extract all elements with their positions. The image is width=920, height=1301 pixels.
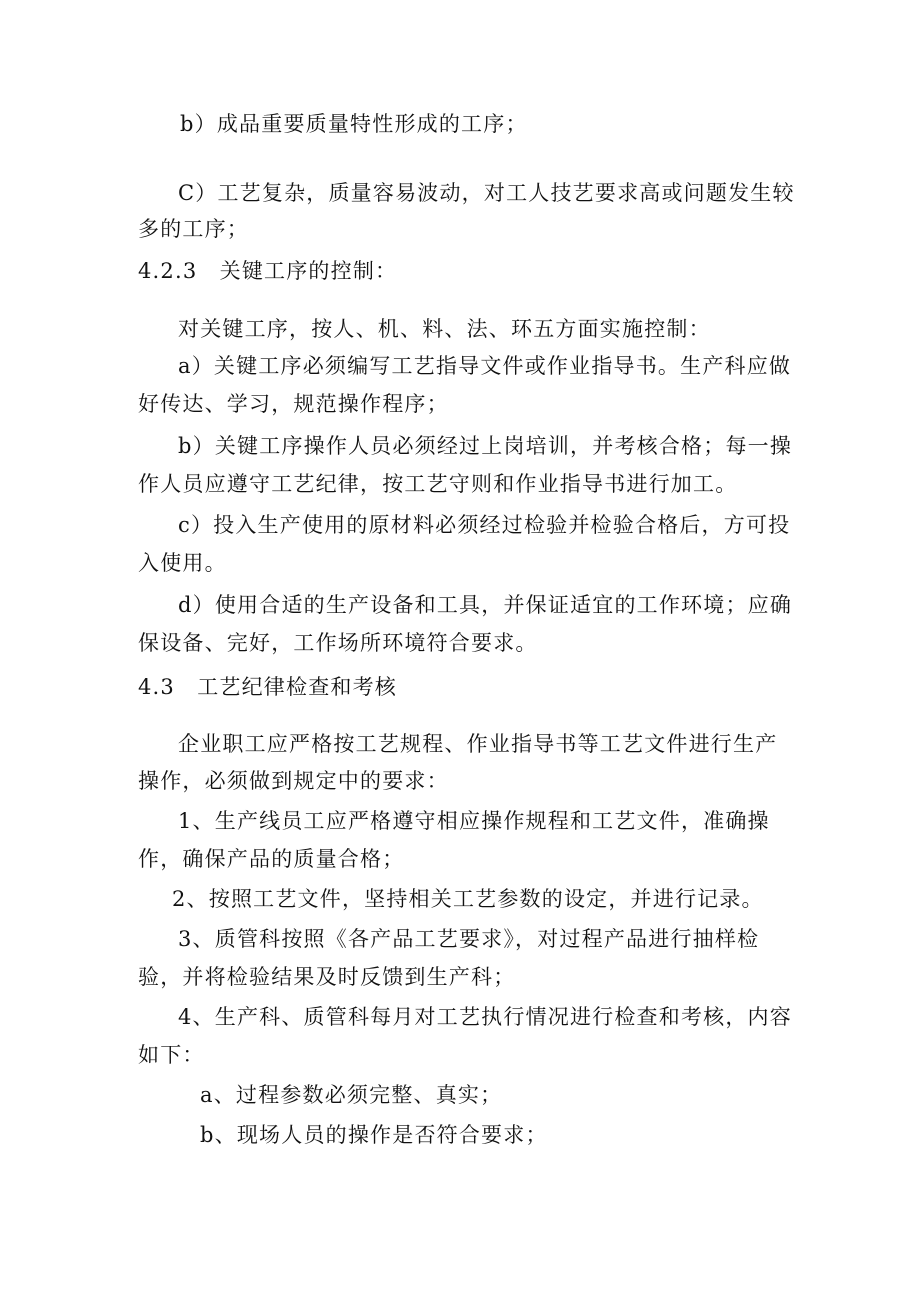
list-item: 4、生产科、质管科每月对工艺执行情况进行检查和考核，内容 bbox=[178, 1005, 792, 1029]
text-line: 操作，必须做到规定中的要求： bbox=[138, 769, 449, 793]
section-heading: 4.3 工艺纪律检查和考核 bbox=[138, 675, 397, 699]
list-item: d）使用合适的生产设备和工具，并保证适宜的工作环境；应确 bbox=[178, 593, 793, 617]
text-line: 如下： bbox=[138, 1043, 205, 1067]
list-item: 3、质管科按照《各产品工艺要求》，对过程产品进行抽样检 bbox=[178, 927, 760, 951]
text-line: 入使用。 bbox=[138, 551, 227, 575]
text-line: 多的工序； bbox=[138, 217, 249, 241]
text-line: 验，并将检验结果及时反馈到生产科； bbox=[138, 965, 516, 989]
list-item: c）投入生产使用的原材料必须经过检验并检验合格后，方可投 bbox=[178, 513, 791, 537]
text-line: 好传达、学习，规范操作程序； bbox=[138, 392, 449, 416]
text-line: 作，确保产品的质量合格； bbox=[138, 847, 405, 871]
text-line: b）成品重要质量特性形成的工序； bbox=[180, 112, 528, 136]
text-line: 对关键工序，按人、机、料、法、环五方面实施控制： bbox=[178, 317, 711, 341]
list-item: 2、按照工艺文件，坚持相关工艺参数的设定，并进行记录。 bbox=[172, 887, 764, 911]
text-line: C）工艺复杂，质量容易波动，对工人技艺要求高或问题发生较 bbox=[178, 181, 795, 205]
list-item: b）关键工序操作人员必须经过上岗培训，并考核合格；每一操 bbox=[178, 434, 793, 458]
text-line: 作人员应遵守工艺纪律，按工艺守则和作业指导书进行加工。 bbox=[138, 472, 738, 496]
text-line: 企业职工应严格按工艺规程、作业指导书等工艺文件进行生产 bbox=[178, 732, 778, 756]
list-item: a）关键工序必须编写工艺指导文件或作业指导书。生产科应做 bbox=[178, 354, 792, 378]
section-heading: 4.2.3 关键工序的控制： bbox=[138, 259, 398, 283]
sub-list-item: a、过程参数必须完整、真实； bbox=[200, 1083, 503, 1107]
text-line: 保设备、完好，工作场所环境符合要求。 bbox=[138, 631, 538, 655]
list-item: 1、生产线员工应严格遵守相应操作规程和工艺文件，准确操 bbox=[178, 809, 770, 833]
sub-list-item: b、现场人员的操作是否符合要求； bbox=[200, 1123, 548, 1147]
